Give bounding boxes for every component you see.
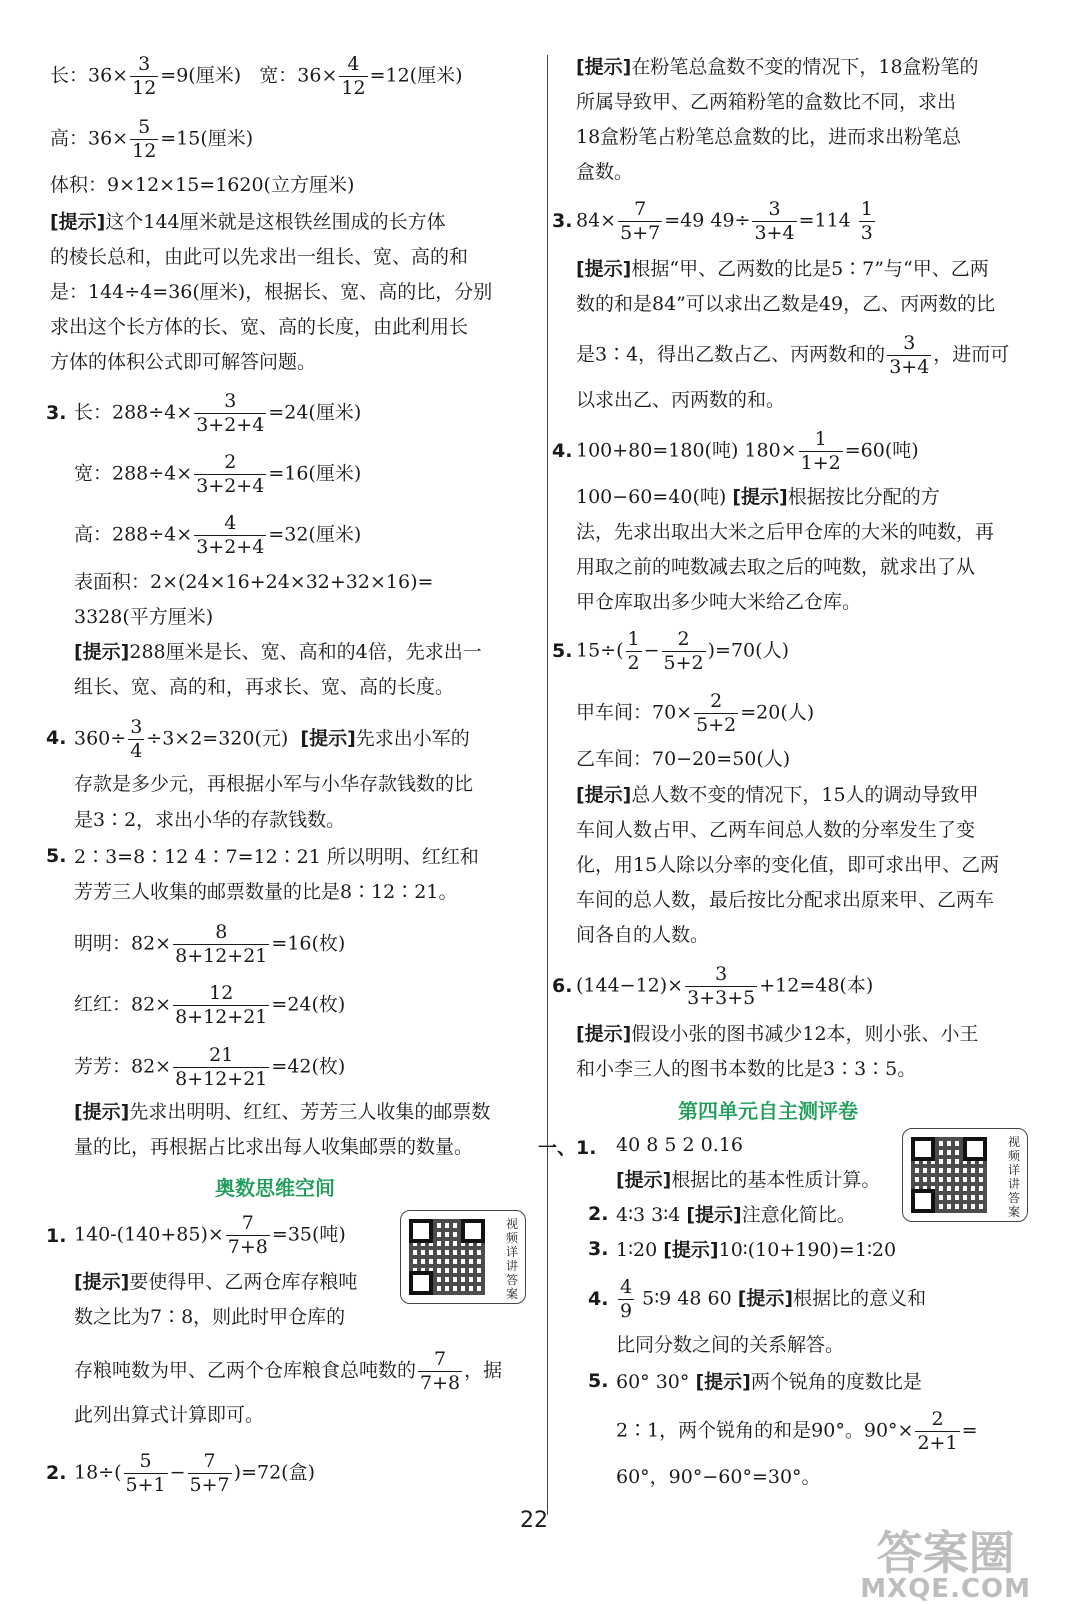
fraction <box>130 55 158 98</box>
numerator: 5 <box>139 1450 152 1472</box>
fraction <box>626 630 642 673</box>
denominator: 8+12+21 <box>175 1006 268 1028</box>
text-line: 60°，90°−60°=30°。 <box>616 1466 821 1488</box>
denominator: 2 <box>627 652 640 674</box>
text-line: 甲仓库取出多少吨大米给乙仓库。 <box>576 591 862 613</box>
formula-line: 长：288÷4× $\frac{3}{3+2+4}$ =24(厘米) <box>74 390 362 436</box>
qr-finder <box>963 1137 987 1161</box>
text-line: 间各自的人数。 <box>576 924 710 946</box>
fraction <box>752 200 796 243</box>
formula-line: (144−12)× $\frac{3}{3+3+5}$ +12=48(本) <box>576 963 874 1009</box>
text-line: 方体的体积公式即可解答问题。 <box>50 351 317 373</box>
denominator: 7+8 <box>227 1236 268 1258</box>
text-line: 组长、宽、高的和，再求长、宽、高的长度。 <box>74 676 455 698</box>
fraction <box>694 692 738 735</box>
numerator: 12 <box>209 982 234 1004</box>
question-number: 3. <box>552 210 573 232</box>
formula-line: 宽：288÷4× $\frac{2}{3+2+4}$ =16(厘米) <box>74 451 362 497</box>
hint-line: [提示]根据比的基本性质计算。 <box>616 1169 881 1191</box>
text-line: 数的和是84”可以求出乙数是49，乙、丙两数的比 <box>576 293 996 315</box>
text-line: 法，先求出取出大米之后甲仓库的大米的吨数，再 <box>576 521 995 543</box>
text-line: 表面积：2×(24×16+24×32+32×16)= <box>74 571 434 593</box>
fraction <box>128 718 144 761</box>
text-line: 乙车间：70−20=50(人) <box>576 748 791 770</box>
numerator: 1 <box>627 628 640 650</box>
numerator: 5 <box>138 116 151 138</box>
text-line: 数之比为7∶8，则此时甲仓库的 <box>74 1306 346 1328</box>
denominator: 3+3+5 <box>687 987 756 1009</box>
text-line: 用取之前的吨数减去取之后的吨数，就求出了从 <box>576 556 976 578</box>
text-line: 以求出乙、丙两数的和。 <box>576 389 786 411</box>
denominator: 3+2+4 <box>196 536 265 558</box>
denominator: 5+7 <box>189 1474 230 1496</box>
numerator: 4 <box>224 512 237 534</box>
denominator: 2+1 <box>917 1432 958 1454</box>
formula-line: 存粮吨数为甲、乙两个仓库粮食总吨数的 $\frac{7}{7+8}$ ，据 <box>74 1348 503 1394</box>
qr-finder <box>409 1219 433 1243</box>
qr-code[interactable] <box>902 1128 1028 1222</box>
numerator: 3 <box>130 716 143 738</box>
hint-line: [提示]先求出明明、红红、芳芳三人收集的邮票数 <box>74 1101 491 1123</box>
hint-line: [提示]在粉笔总盒数不变的情况下，18盒粉笔的 <box>576 56 979 78</box>
fraction <box>194 453 266 496</box>
denominator: 3+4 <box>754 222 795 244</box>
text-line: 是3∶2，求出小华的存款钱数。 <box>74 809 346 831</box>
hint-line: [提示]这个144厘米就是这根铁丝围成的长方体 <box>50 211 446 233</box>
watermark-logo <box>860 1526 1031 1604</box>
qr-finder <box>911 1189 935 1213</box>
fraction <box>915 1410 959 1453</box>
fraction <box>226 1214 270 1257</box>
hint-line: [提示]总人数不变的情况下，15人的调动导致甲 <box>576 784 979 806</box>
question-number: 5. <box>588 1370 609 1392</box>
text-line: 芳芳三人收集的邮票数量的比是8∶12∶21。 <box>74 881 458 903</box>
denominator: 9 <box>620 1300 633 1322</box>
fraction <box>130 118 158 161</box>
numerator: 2 <box>224 451 237 473</box>
question-number: 2. <box>46 1462 67 1484</box>
fraction <box>194 392 266 435</box>
question-number: 2. <box>588 1203 609 1225</box>
denominator: 12 <box>341 77 366 99</box>
text-line: 3328(平方厘米) <box>74 606 214 628</box>
denominator: 8+12+21 <box>175 945 268 967</box>
formula-line: 100+80=180(吨) 180× $\frac{1}{1+2}$ =60(吨) <box>576 428 919 474</box>
watermark-text: 答案圈 <box>876 1526 1015 1580</box>
formula-line: 明明：82× $\frac{8}{8+12+21}$ =16(枚) <box>74 921 346 967</box>
denominator: 3+2+4 <box>196 414 265 436</box>
text-line: 和小李三人的图书本数的比是3∶3∶5。 <box>576 1058 917 1080</box>
qr-finder <box>461 1219 485 1243</box>
denominator: 7+8 <box>420 1372 461 1394</box>
page-number: 22 <box>520 1508 548 1533</box>
text-line: 的棱长总和，由此可以先求出一组长、宽、高的和 <box>50 246 469 268</box>
qr-code[interactable] <box>400 1210 526 1304</box>
numerator: 1 <box>860 198 873 220</box>
question-number: 4. <box>552 440 573 462</box>
denominator: 1+2 <box>800 452 841 474</box>
line-height: 高：36× $\frac{5}{12}$ =15(厘米) <box>50 116 254 162</box>
numerator: 3 <box>138 53 151 75</box>
fraction <box>194 514 266 557</box>
hint-line: 100−60=40(吨) [提示]根据按比分配的方 <box>576 486 940 508</box>
formula-line: 芳芳：82× $\frac{21}{8+12+21}$ =42(枚) <box>74 1044 346 1090</box>
formula-line: 84× $\frac{7}{5+7}$ =49 49÷ $\frac{3}{3+4}$ =114 $\frac{1}{3}$ <box>576 198 873 244</box>
numerator: 7 <box>434 1348 447 1370</box>
line-volume: 体积：9×12×15=1620(立方厘米) <box>50 174 355 196</box>
denominator: 5+7 <box>620 222 661 244</box>
hint-line: [提示]假设小张的图书减少12本，则小张、小王 <box>576 1023 979 1045</box>
denominator: 12 <box>132 77 157 99</box>
numerator: 3 <box>715 963 728 985</box>
formula-line: 15÷( $\frac{1}{2}$ − $\frac{2}{5+2}$ )=70(人) <box>576 628 789 674</box>
denominator: 4 <box>130 740 143 762</box>
section-title: 第四单元自主测评卷 <box>678 1099 858 1123</box>
fraction <box>188 1452 232 1495</box>
numerator: 2 <box>710 690 723 712</box>
question-number: 1. <box>46 1225 67 1247</box>
numerator: 7 <box>203 1450 216 1472</box>
watermark-url: MXQE.COM <box>860 1574 1031 1604</box>
formula-line: 18÷( $\frac{5}{5+1}$ − $\frac{7}{5+7}$ )=72(盒) <box>74 1450 315 1496</box>
formula-line: 高：288÷4× $\frac{4}{3+2+4}$ =32(厘米) <box>74 512 362 558</box>
section-title: 奥数思维空间 <box>215 1176 335 1200</box>
numerator: 2 <box>677 628 690 650</box>
fraction <box>859 200 875 243</box>
qr-finder <box>911 1137 935 1161</box>
fraction <box>124 1452 168 1495</box>
fraction <box>339 55 367 98</box>
fraction <box>173 1046 269 1089</box>
formula-line: 360÷ $\frac{3}{4}$ ÷3×2=320(元) [提示]先求出小军的 <box>74 716 470 762</box>
formula-line: 甲车间：70× $\frac{2}{5+2}$ =20(人) <box>576 690 815 736</box>
fraction <box>173 923 269 966</box>
text-line: 此列出算式计算即可。 <box>74 1404 265 1426</box>
formula-line: 140-(140+85)× $\frac{7}{7+8}$ =35(吨) <box>74 1212 346 1258</box>
numerator: 4 <box>620 1276 633 1298</box>
numerator: 3 <box>768 198 781 220</box>
text-line: 是：144÷4=36(厘米)，根据长、宽、高的比，分别 <box>50 281 493 303</box>
line-length-width: 长：36× $\frac{3}{12}$ =9(厘米) 宽：36× $\frac{4}{12}$ =12(厘米) <box>50 53 463 99</box>
hint-line: 4∶3 3∶4 [提示]注意化简比。 <box>616 1204 856 1226</box>
formula-line: 2∶1，两个锐角的和是90°。90°× $\frac{2}{2+1}$ = <box>616 1408 978 1454</box>
text-line: 40 8 5 2 0.16 <box>616 1134 743 1156</box>
text-line: 比同分数之间的关系解答。 <box>616 1334 845 1356</box>
denominator: 3+4 <box>889 356 930 378</box>
numerator: 7 <box>241 1212 254 1234</box>
question-number: 5. <box>46 845 67 867</box>
question-number: 4. <box>46 727 67 749</box>
hint-line: 1∶20 [提示]10∶(10+190)=1∶20 <box>616 1239 897 1261</box>
denominator: 5+2 <box>663 652 704 674</box>
formula-line: 红红：82× $\frac{12}{8+12+21}$ =24(枚) <box>74 982 346 1028</box>
numerator: 21 <box>209 1044 234 1066</box>
denominator: 5+1 <box>125 1474 166 1496</box>
text-line: 所属导致甲、乙两箱粉笔的盒数比不同，求出 <box>576 91 957 113</box>
fraction <box>685 965 757 1008</box>
hint-line: [提示]288厘米是长、宽、高和的4倍，先求出一 <box>74 641 482 663</box>
hint-line: 60° 30° [提示]两个锐角的度数比是 <box>616 1371 922 1393</box>
column-divider <box>547 55 548 1515</box>
qr-caption: 视频详讲答案 <box>505 1217 518 1301</box>
numerator: 7 <box>634 198 647 220</box>
text-line: 车间人数占甲、乙两车间总人数的分率发生了变 <box>576 819 976 841</box>
hint-line: [提示]要使得甲、乙两仓库存粮吨 <box>74 1271 358 1293</box>
numerator: 2 <box>931 1408 944 1430</box>
denominator: 3 <box>860 222 873 244</box>
text-line: 量的比，再根据占比求出每人收集邮票的数量。 <box>74 1136 474 1158</box>
formula-line: $\frac{4}{9}$ 5∶9 48 60 [提示]根据比的意义和 <box>620 1276 927 1322</box>
fraction <box>618 1278 634 1321</box>
fraction <box>887 334 931 377</box>
text-line: 18盒粉笔占粉笔总盒数的比，进而求出粉笔总 <box>576 126 962 148</box>
numerator: 1 <box>814 428 827 450</box>
qr-caption: 视频详讲答案 <box>1007 1135 1020 1219</box>
text-line: 化，用15人除以分率的变化值，即可求出甲、乙两 <box>576 854 1000 876</box>
hint-line: [提示]根据“甲、乙两数的比是5∶7”与“甲、乙两 <box>576 258 989 280</box>
fraction <box>418 1350 462 1393</box>
text-line: 2∶3=8∶12 4∶7=12∶21 所以明明、红红和 <box>74 846 479 868</box>
text-line: 求出这个长方体的长、宽、高的长度，由此利用长 <box>50 316 469 338</box>
numerator: 3 <box>903 332 916 354</box>
text-line: 盒数。 <box>576 161 634 183</box>
qr-finder <box>409 1271 433 1295</box>
formula-line: 是3∶4，得出乙数占乙、丙两数和的 $\frac{3}{3+4}$ ，进而可 <box>576 332 1010 378</box>
text-line: 存款是多少元，再根据小军与小华存款钱数的比 <box>74 773 474 795</box>
numerator: 8 <box>215 921 228 943</box>
denominator: 8+12+21 <box>175 1068 268 1090</box>
fraction <box>799 430 843 473</box>
question-number: 一、1. <box>538 1137 597 1159</box>
denominator: 12 <box>132 140 157 162</box>
denominator: 3+2+4 <box>196 475 265 497</box>
numerator: 3 <box>224 390 237 412</box>
text-line: 车间的总人数，最后按比分配求出原来甲、乙两车 <box>576 889 995 911</box>
question-number: 3. <box>46 402 67 424</box>
fraction <box>173 984 269 1027</box>
fraction <box>618 200 662 243</box>
denominator: 5+2 <box>696 714 737 736</box>
fraction <box>662 630 706 673</box>
question-number: 5. <box>552 640 573 662</box>
numerator: 4 <box>347 53 360 75</box>
question-number: 3. <box>588 1238 609 1260</box>
question-number: 6. <box>552 975 573 997</box>
question-number: 4. <box>588 1288 609 1310</box>
